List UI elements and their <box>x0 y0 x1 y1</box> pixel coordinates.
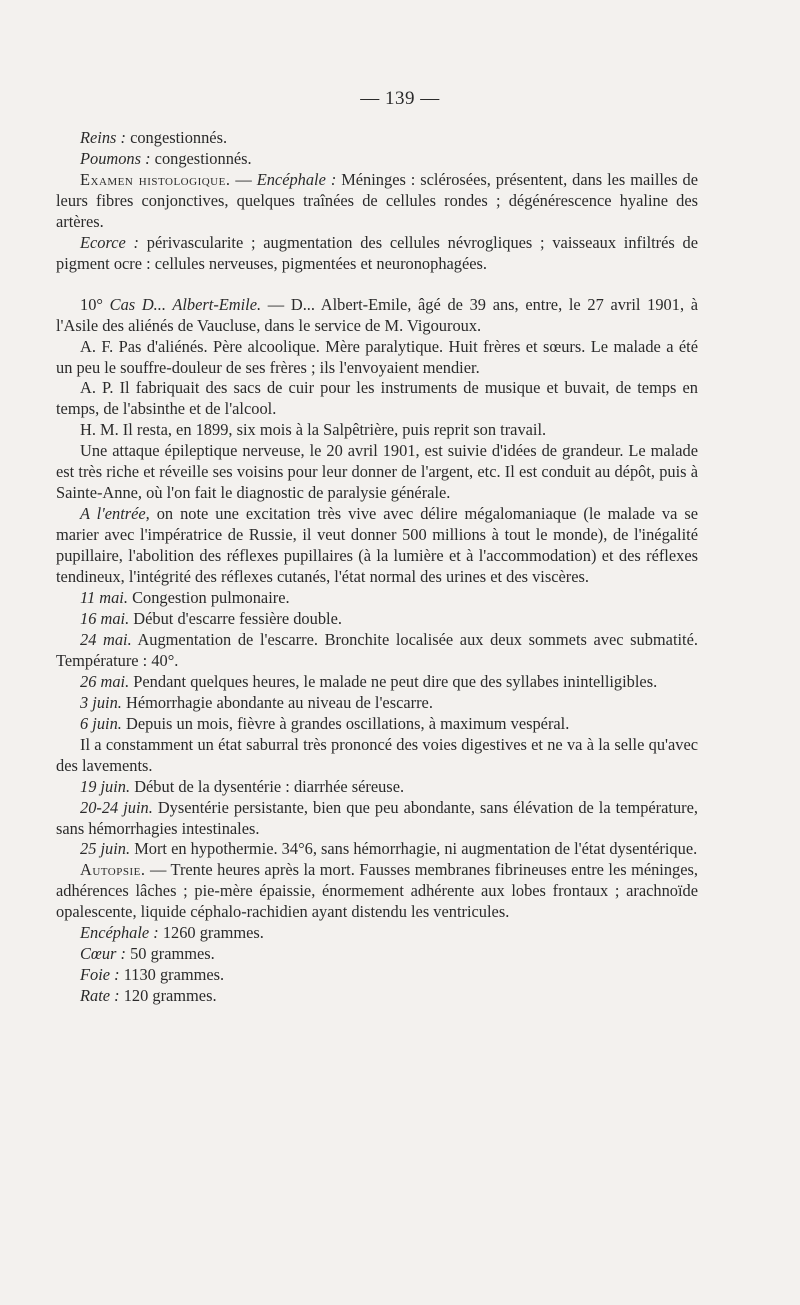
paragraph-text: périvascularite ; augmentation des cellules névrogliques ; vaisseaux infiltrés de pigment ocre : cellules nerveuses, pigmentées et neuronophagées. <box>56 232 699 273</box>
paragraph-text: — Trente heures après la mort. Fausses membranes fibrineuses entre les méninges, adhérences lâches ; pie-mère épaissie, énormement adhérente aux lobes frontaux ; arachnoïde opalescente, liquide céphalo-rachidien ayant distendu les ventricules. <box>56 860 698 922</box>
italic-lead: Rate : <box>80 986 120 1006</box>
dash: — <box>230 169 257 189</box>
italic-lead: 19 juin. <box>80 776 131 796</box>
italic-lead: 20-24 juin. <box>80 797 153 817</box>
italic-lead: 25 juin. <box>80 839 131 859</box>
paragraph <box>56 295 698 337</box>
paragraph <box>56 149 698 170</box>
paragraph <box>56 839 698 860</box>
paragraph-text: Depuis un mois, fièvre à grandes oscillations, à maximum vespéral. <box>121 713 570 733</box>
paragraph-text: Dysentérie persistante, bien que peu abondante, sans élévation de la température, sans hémorrhagies intestinales. <box>56 797 698 838</box>
paragraph <box>56 420 698 441</box>
paragraph-text: Mort en hypothermie. 34°6, sans hémorrhagie, ni augmentation de l'état dysentérique. <box>130 839 698 859</box>
italic-lead: Cœur : <box>80 944 126 964</box>
paragraph-text: Début de la dysentérie : diarrhée séreuse. <box>130 776 405 796</box>
italic-lead: Encéphale : <box>256 169 337 189</box>
paragraph-text: Une attaque épileptique nerveuse, le 20 avril 1901, est suivie d'idées de grandeur. Le malade est très riche et réveille ses voisins pour leur donner de l'argent, etc. Il est conduit au dépôt, puis à Sainte-Anne, où l'on fait le diagnostic de paralysie générale. <box>56 441 698 503</box>
paragraph-text: Congestion pulmonaire. <box>127 588 290 608</box>
paragraph-text: 120 grammes. <box>119 986 217 1006</box>
paragraph-text: H. M. Il resta, en 1899, six mois à la Salpêtrière, puis reprit son travail. <box>80 420 547 440</box>
paragraph <box>56 735 698 777</box>
section-heading: Autopsie. <box>80 860 146 880</box>
paragraph-text: 50 grammes. <box>126 944 215 964</box>
paragraph <box>56 860 698 923</box>
italic-lead: Poumons : <box>80 148 151 168</box>
italic-lead: Encéphale : <box>80 923 159 943</box>
paragraph <box>56 630 698 672</box>
paragraph <box>56 693 698 714</box>
paragraph-text: — D... Albert-Emile, âgé de 39 ans, entre, le 27 avril 1901, à l'Asile des aliénés de Vaucluse, dans le service de M. Vigouroux. <box>56 294 699 335</box>
italic-lead: 11 mai. <box>80 588 128 608</box>
paragraph-text: A. P. Il fabriquait des sacs de cuir pour les instruments de musique et buvait, de temps en temps, de l'absinthe et de l'alcool. <box>56 378 698 419</box>
page-text <box>56 128 698 1007</box>
paragraph <box>56 965 698 986</box>
paragraph <box>56 777 698 798</box>
paragraph <box>56 944 698 965</box>
paragraph-text: Pendant quelques heures, le malade ne peut dire que des syllabes inintelligibles. <box>129 671 658 691</box>
italic-lead: A l'entrée, <box>80 504 150 524</box>
italic-lead: Foie : <box>80 965 120 985</box>
paragraph <box>56 504 698 588</box>
italic-lead: Ecorce : <box>80 232 140 252</box>
paragraph-text: Début d'escarre fessière double. <box>129 608 342 628</box>
paragraph <box>56 233 698 275</box>
paragraph <box>56 798 698 840</box>
italic-lead: 3 juin. <box>80 692 122 712</box>
paragraph-text: Augmentation de l'escarre. Bronchite localisée aux deux sommets avec submatité. Température : 40°. <box>56 629 698 670</box>
paragraph <box>56 128 698 149</box>
paragraph <box>56 588 698 609</box>
paragraph-text: Méninges : sclérosées, présentent, dans les mailles de leurs fibres conjonctives, quelques traînées de cellules rondes ; dégénérescence hyaline des artères. <box>56 169 698 231</box>
paragraph-text: on note une excitation très vive avec délire mégalomaniaque (le malade va se marier avec l'impératrice de Russie, il veut donner 500 millions à tout le monde), de l'inégalité pupillaire, l'abolition des réflexes pupillaires (à la lumière et à l'accommodation) et des réflexes tendineux, l'intégrité des réflexes cutanés, l'état normal des urines et des viscères. <box>56 504 698 587</box>
paragraph <box>56 441 698 504</box>
section-heading: Examen histologique. <box>80 169 231 189</box>
paragraph-text: Il a constamment un état saburral très prononcé des voies digestives et ne va à la selle qu'avec des lavements. <box>56 734 698 775</box>
paragraph-text: congestionnés. <box>125 128 228 147</box>
paragraph <box>56 714 698 735</box>
case-number: 10° <box>80 294 110 314</box>
italic-lead: 26 mai. <box>80 671 130 691</box>
italic-lead: 6 juin. <box>80 713 122 733</box>
paragraph <box>56 378 698 420</box>
italic-lead: Cas D... Albert-Emile. <box>109 294 262 314</box>
paragraph-text: Hémorrhagie abondante au niveau de l'escarre. <box>121 692 433 712</box>
italic-lead: 16 mai. <box>80 608 130 628</box>
paragraph <box>56 609 698 630</box>
paragraph <box>56 923 698 944</box>
page-number: — 139 — <box>360 88 440 109</box>
paragraph-text: congestionnés. <box>150 148 252 168</box>
paragraph-text: A. F. Pas d'aliénés. Père alcoolique. Mère paralytique. Huit frères et sœurs. Le malade a été un peu le souffre-douleur de ses frères ; ils l'envoyaient mendier. <box>56 336 698 377</box>
italic-lead: Reins : <box>80 128 126 147</box>
italic-lead: 24 mai. <box>80 629 132 649</box>
paragraph-text: 1130 grammes. <box>119 965 225 985</box>
paragraph <box>56 170 698 233</box>
paragraph <box>56 337 698 379</box>
paragraph-text: 1260 grammes. <box>158 923 264 943</box>
paragraph <box>56 986 698 1007</box>
paragraph <box>56 672 698 693</box>
